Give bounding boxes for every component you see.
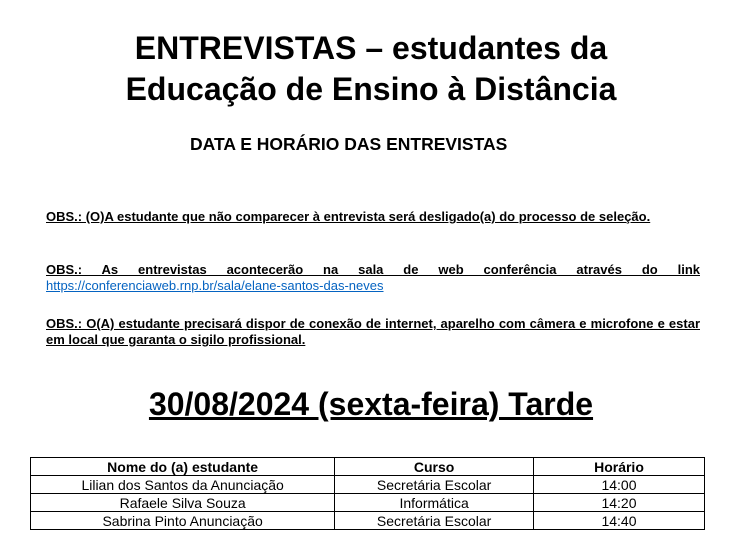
student-name-cell: Sabrina Pinto Anunciação <box>31 512 335 530</box>
schedule-date-heading: 30/08/2024 (sexta-feira) Tarde <box>148 386 594 422</box>
course-cell: Secretária Escolar <box>335 512 534 530</box>
conference-link[interactable]: https://conferenciaweb.rnp.br/sala/elane-santos-das-neves <box>46 278 384 293</box>
document-title <box>20 28 722 110</box>
column-header-nome: Nome do (a) estudante <box>31 458 335 476</box>
table-row <box>31 476 705 494</box>
column-header-horario: Horário <box>533 458 704 476</box>
time-cell: 14:40 <box>533 512 704 530</box>
course-cell: Informática <box>335 494 534 512</box>
table-row <box>31 494 705 512</box>
schedule-table <box>30 457 705 530</box>
observation-1: OBS.: (O)A estudante que não comparecer à entrevista será desligado(a) do processo de seleção. <box>46 209 651 224</box>
time-cell: 14:00 <box>533 476 704 494</box>
table-row <box>31 512 705 530</box>
title-line-2: Educação de Ensino à Distância <box>125 71 617 107</box>
observation-2-text: OBS.: As entrevistas acontecerão na sala de web conferência através do link <box>46 262 700 277</box>
title-line-1: ENTREVISTAS – estudantes da <box>134 30 608 66</box>
table-header-row <box>31 458 705 476</box>
course-cell: Secretária Escolar <box>335 476 534 494</box>
time-cell: 14:20 <box>533 494 704 512</box>
student-name-cell: Lilian dos Santos da Anunciação <box>31 476 335 494</box>
student-name-cell: Rafaele Silva Souza <box>31 494 335 512</box>
observation-3: OBS.: O(A) estudante precisará dispor de conexão de internet, aparelho com câmera e microfone e estar em local que garanta o sigilo profissional. <box>46 316 700 347</box>
document-subtitle: DATA E HORÁRIO DAS ENTREVISTAS <box>190 134 508 154</box>
column-header-curso: Curso <box>335 458 534 476</box>
observation-2 <box>46 262 700 294</box>
